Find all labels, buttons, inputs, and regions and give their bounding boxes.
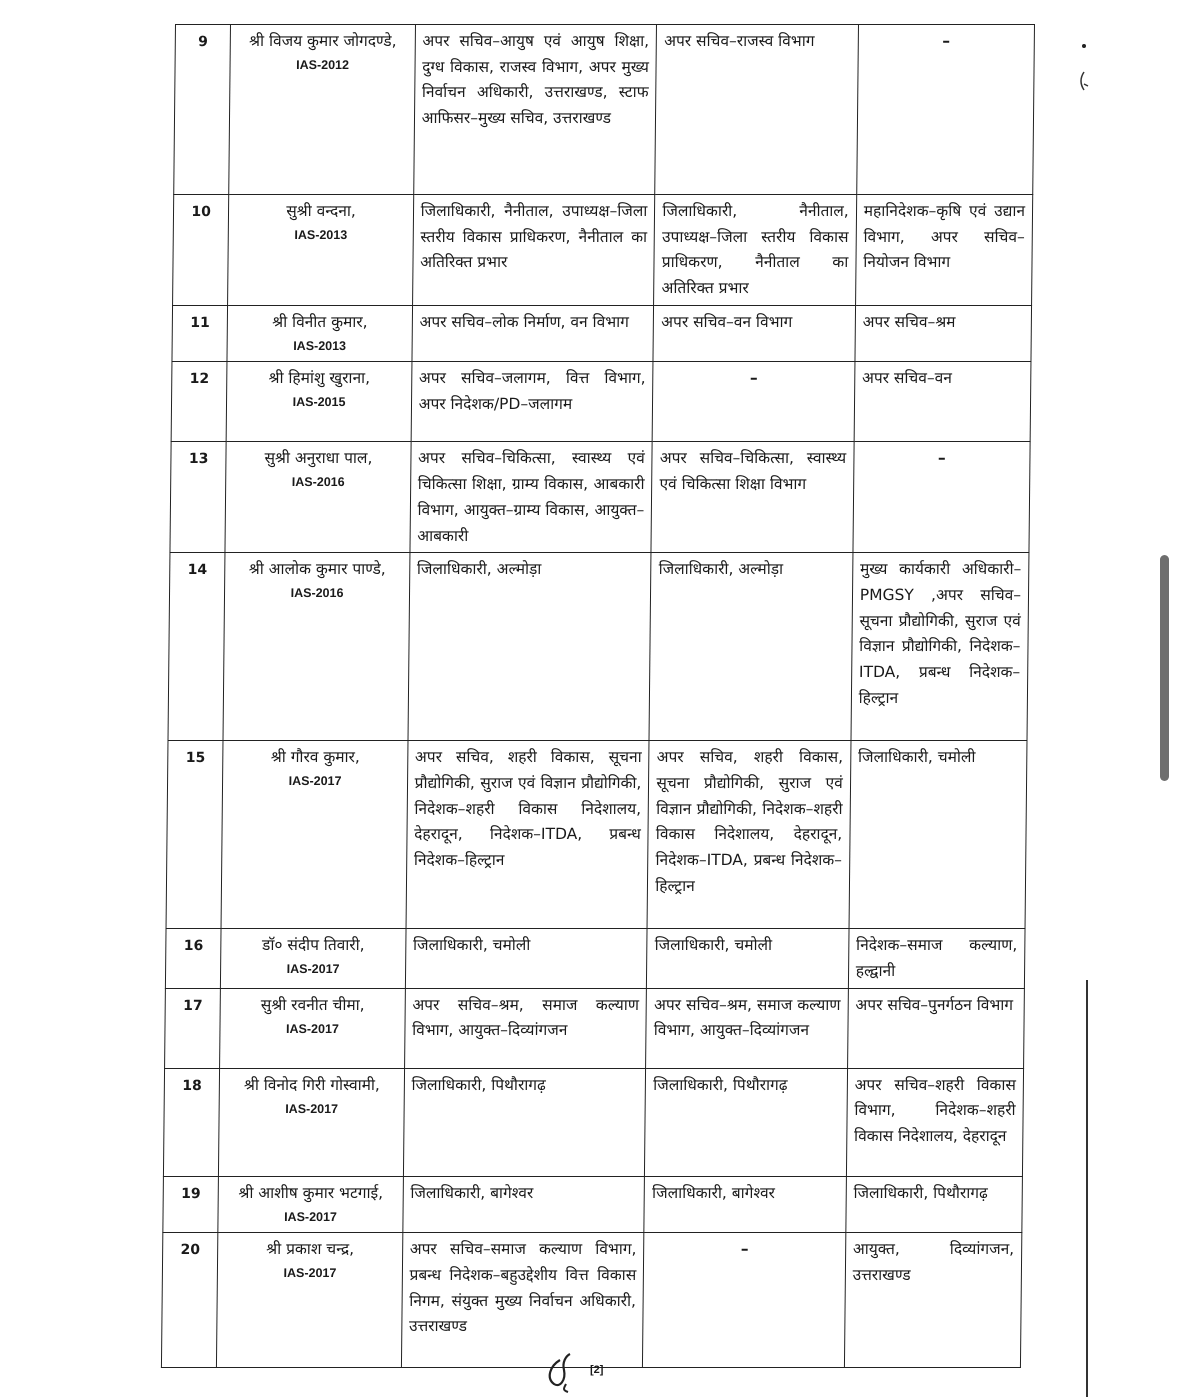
posting-new-cell <box>856 25 1034 195</box>
table-row <box>161 1233 1021 1368</box>
posting-current: अपर सचिव–लोक निर्माण, वन विभाग <box>412 305 654 362</box>
posting-new-cell <box>853 442 1030 553</box>
posting-new: – <box>942 32 951 50</box>
posting-new: आयुक्त, दिव्यांगजन, उत्तराखण्ड <box>844 1233 1022 1368</box>
officer-name: श्री विनोद गिरी गोस्वामी, <box>243 1075 380 1094</box>
posting-new: महानिदेशक–कृषि एवं उद्यान विभाग, अपर सचिव–नियोजन विभाग <box>855 195 1032 306</box>
table-row <box>165 929 1025 988</box>
posting-retained: जिलाधिकारी, पिथौरागढ़ <box>645 1068 848 1176</box>
officer-name: सुश्री वन्दना, <box>286 202 356 220</box>
officer-cadre: IAS-2017 <box>286 1021 339 1036</box>
table-row <box>166 741 1027 929</box>
page-edge-line <box>1086 980 1088 1397</box>
posting-retained-cell <box>652 362 854 442</box>
posting-retained: अपर सचिव–राजस्व विभाग <box>655 25 858 195</box>
serial-number: 13 <box>170 442 227 553</box>
serial-number: 12 <box>171 362 227 442</box>
posting-new: अपर सचिव–वन <box>854 362 1031 442</box>
officer-cadre: IAS-2017 <box>288 774 342 789</box>
margin-dot <box>1082 44 1086 48</box>
officer-cadre: IAS-2016 <box>291 475 345 490</box>
posting-retained: जिलाधिकारी, नैनीताल, उपाध्यक्ष–जिला स्तरीय विकास प्राधिकरण, नैनीताल का अतिरिक्त प्रभार <box>654 195 857 306</box>
officer-name-cell <box>221 929 406 988</box>
officer-cadre: IAS-2017 <box>283 1266 337 1281</box>
officer-cadre: IAS-2015 <box>292 395 346 410</box>
posting-new: जिलाधिकारी, चमोली <box>849 741 1027 929</box>
officer-name-cell <box>221 741 407 929</box>
serial-number: 15 <box>166 741 223 929</box>
posting-new: अपर सचिव–शहरी विकास विभाग, निदेशक–शहरी विकास निदेशालय, देहरादून <box>846 1068 1023 1176</box>
serial-number: 18 <box>163 1068 220 1176</box>
officer-name-cell <box>226 362 411 442</box>
officer-name-cell <box>217 1233 403 1368</box>
posting-current: अपर सचिव–चिकित्सा, स्वास्थ्य एवं चिकित्सा शिक्षा, ग्राम्य विकास, आबकारी विभाग, आयुक्त–ग्राम्य विकास, आयुक्त–आबकारी <box>410 442 653 553</box>
officer-name: श्री आलोक कुमार पाण्डे, <box>248 560 386 579</box>
table-body <box>161 25 1034 1368</box>
officer-cadre: IAS-2017 <box>285 1101 339 1116</box>
officer-name: सुश्री अनुराधा पाल, <box>264 449 373 468</box>
posting-new: – <box>937 449 946 468</box>
officer-name: श्री आशीष कुमार भटगाई, <box>238 1183 384 1202</box>
officer-name: डॉ० संदीप तिवारी, <box>262 936 365 955</box>
vertical-scrollbar[interactable] <box>1160 555 1169 781</box>
posting-current: अपर सचिव–जलागम, वित्त विभाग, अपर निदेशक/PD–जलागम <box>411 362 654 442</box>
officer-cadre: IAS-2017 <box>284 1209 338 1224</box>
table-row <box>163 1176 1023 1233</box>
table-row <box>172 305 1032 362</box>
serial-number: 17 <box>165 988 221 1068</box>
posting-retained: अपर सचिव–चिकित्सा, स्वास्थ्य एवं चिकित्सा शिक्षा विभाग <box>651 442 854 553</box>
posting-retained: – <box>749 369 758 388</box>
officer-name-cell <box>229 25 415 195</box>
table-row <box>174 25 1035 195</box>
posting-retained: जिलाधिकारी, चमोली <box>647 929 849 988</box>
officer-name: श्री विनीत कुमार, <box>272 312 368 331</box>
posting-current: जिलाधिकारी, बागेश्वर <box>402 1176 644 1233</box>
posting-retained: अपर सचिव, शहरी विकास, सूचना प्रौद्योगिकी, सुराज एवं विज्ञान प्रौद्योगिकी, निदेशक–शहरी विकास निदेशालय, देहरादून, निदेशक–ITDA, प्रबन्ध निदेशक–हिल्ट्रान <box>647 741 850 929</box>
posting-retained: – <box>740 1240 749 1259</box>
posting-new: अपर सचिव–पुनर्गठन विभाग <box>847 988 1024 1068</box>
serial-number: 14 <box>168 553 225 741</box>
officer-name: श्री गौरव कुमार, <box>270 748 360 767</box>
posting-retained: अपर सचिव–वन विभाग <box>653 305 855 362</box>
posting-retained: जिलाधिकारी, अल्मोड़ा <box>649 553 852 741</box>
serial-number: 16 <box>165 929 221 988</box>
table-row <box>170 442 1030 553</box>
officer-cadre: IAS-2012 <box>296 57 350 72</box>
posting-current: अपर सचिव–आयुष एवं आयुष शिक्षा, दुग्ध विकास, राजस्व विभाग, अपर मुख्य निर्वाचन अधिकारी, उत्तराखण्ड, स्टाफ आफिसर–मुख्य सचिव, उत्तराखण्ड <box>413 25 656 195</box>
officer-cadre: IAS-2017 <box>286 962 340 977</box>
posting-new: मुख्य कार्यकारी अधिकारी–PMGSY ,अपर सचिव–सूचना प्रौद्योगिकी, सुराज एवं विज्ञान प्रौद्योगिकी, निदेशक–ITDA, प्रबन्ध निदेशक– हिल्ट्रान <box>851 553 1029 741</box>
serial-number: 9 <box>174 25 231 195</box>
posting-current: जिलाधिकारी, अल्मोड़ा <box>408 553 652 741</box>
officer-name-cell <box>223 553 409 741</box>
posting-current: जिलाधिकारी, नैनीताल, उपाध्यक्ष–जिला स्तरीय विकास प्राधिकरण, नैनीताल का अतिरिक्त प्रभार <box>412 195 655 306</box>
posting-new: जिलाधिकारी, पिथौरागढ़ <box>846 1176 1023 1233</box>
officer-name-cell <box>228 195 413 306</box>
posting-retained-cell <box>643 1233 846 1368</box>
officer-cadre: IAS-2013 <box>294 227 348 242</box>
posting-retained: अपर सचिव–श्रम, समाज कल्याण विभाग, आयुक्त–दिव्यांगजन <box>646 988 848 1068</box>
posting-current: जिलाधिकारी, चमोली <box>405 929 647 988</box>
serial-number: 19 <box>163 1176 219 1233</box>
table-row <box>168 553 1029 741</box>
officer-cadre: IAS-2016 <box>290 586 344 601</box>
officer-name-cell <box>218 1176 403 1233</box>
officer-name-cell <box>225 442 410 553</box>
officer-name-cell <box>227 305 412 362</box>
officer-name: श्री विजय कुमार जोगदण्डे, <box>248 32 397 50</box>
table-row <box>171 362 1031 442</box>
page-number: [2] <box>590 1364 604 1376</box>
officer-name: सुश्री रवनीत चीमा, <box>260 995 365 1014</box>
table-row <box>173 195 1033 306</box>
serial-number: 20 <box>161 1233 218 1368</box>
page-footer <box>540 1352 660 1392</box>
officer-transfer-table <box>161 24 1035 1368</box>
posting-current: अपर सचिव–श्रम, समाज कल्याण विभाग, आयुक्त–दिव्यांगजन <box>404 988 647 1068</box>
officer-name: श्री हिमांशु खुराना, <box>268 369 371 388</box>
posting-new: अपर सचिव–श्रम <box>855 305 1032 362</box>
posting-retained: जिलाधिकारी, बागेश्वर <box>644 1176 846 1233</box>
officer-name-cell <box>220 988 405 1068</box>
officer-cadre: IAS-2013 <box>293 338 347 353</box>
table-row <box>163 1068 1023 1176</box>
posting-current: जिलाधिकारी, पिथौरागढ़ <box>403 1068 646 1176</box>
initials-signature-icon <box>540 1352 584 1394</box>
posting-current: अपर सचिव, शहरी विकास, सूचना प्रौद्योगिकी, सुराज एवं विज्ञान प्रौद्योगिकी, निदेशक–शहरी विकास निदेशालय, देहरादून, निदेशक–ITDA, प्रबन्ध निदेशक–हिल्ट्रान <box>406 741 650 929</box>
posting-new: निदेशक–समाज कल्याण, हल्द्वानी <box>848 929 1025 988</box>
table-row <box>165 988 1025 1068</box>
officer-name: श्री प्रकाश चन्द्र, <box>266 1240 355 1259</box>
serial-number: 10 <box>173 195 230 306</box>
margin-mark-icon <box>1076 70 1090 96</box>
serial-number: 11 <box>172 305 228 362</box>
officer-name-cell <box>219 1068 404 1176</box>
posting-current: अपर सचिव–समाज कल्याण विभाग, प्रबन्ध निदेशक–बहुउद्देशीय वित्त विकास निगम, संयुक्त मुख्य निर्वाचन अधिकारी, उत्तराखण्ड <box>401 1233 644 1368</box>
